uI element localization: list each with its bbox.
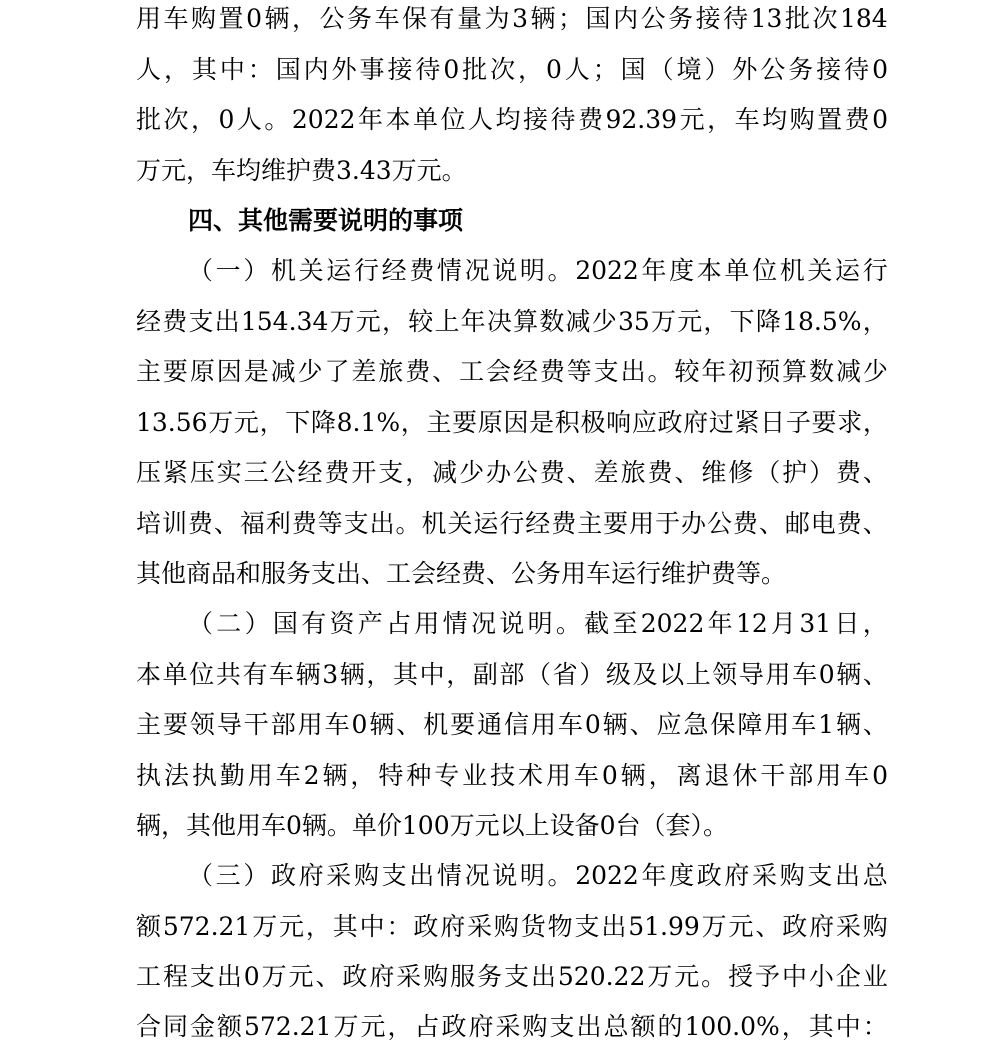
text-line-15: 主 要 领 导 干 部 用 车 0 辆 、 机 要 通 信 用 车 0 辆 、 应 急 保 障 用 车 1 辆 、 — [136, 710, 888, 739]
text-line-7: 经 费 支 出 154.34 万 元 ， 较 上 年 决 算 数 减 少 35 万 元 ， 下 降 18.5% ， — [136, 307, 888, 336]
text-line-2: 人 ， 其 中 ： 国 内 外 事 接 待 0 批 次 ， 0 人 ； 国 （ 境 ） 外 公 务 接 待 0 — [136, 55, 888, 84]
text-line-9: 13.56 万 元 ， 下 降 8.1% ， 主 要 原 因 是 积 极 响 应 政 府 过 紧 日 子 要 求 ， — [136, 408, 888, 437]
text-line-20: 工 程 支 出 0 万 元 、 政 府 采 购 服 务 支 出 520.22 万 元 。 授 予 中 小 企 业 — [136, 962, 888, 991]
text-line-12: 其他商品和服务支出、工会经费、公务用车运行维护费等。 — [136, 559, 787, 588]
text-line-4: 万元，车均维护费3.43万元。 — [136, 156, 467, 185]
text-line-10: 压 紧 压 实 三 公 经 费 开 支 ， 减 少 办 公 费 、 差 旅 费 、 维 修 （ 护 ） 费 、 — [136, 458, 888, 487]
text-line-8: 主 要 原 因 是 减 少 了 差 旅 费 、 工 会 经 费 等 支 出 。 较 年 初 预 算 数 减 少 — [136, 357, 888, 386]
text-line-1: 用 车 购 置 0 辆 ， 公 务 车 保 有 量 为 3 辆 ； 国 内 公 务 接 待 13 批 次 184 — [136, 4, 888, 33]
text-line-11: 培 训 费 、 福 利 费 等 支 出 。 机 关 运 行 经 费 主 要 用 于 办 公 费 、 邮 电 费 、 — [136, 509, 888, 538]
text-line-17: 辆，其他用车0辆。单价100万元以上设备0台（套）。 — [136, 811, 729, 840]
text-line-14: 本 单 位 共 有 车 辆 3 辆 ， 其 中 ， 副 部 （ 省 ） 级 及 以 上 领 导 用 车 0 辆 、 — [136, 660, 888, 689]
text-line-13: （ 二 ） 国 有 资 产 占 用 情 况 说 明 。 截 至 2022 年 12 月 31 日 ， — [188, 609, 888, 638]
section-heading: 四、其他需要说明的事项 — [188, 206, 464, 235]
text-line-3: 批 次 ， 0 人 。 2022 年 本 单 位 人 均 接 待 费 92.39 元 ， 车 均 购 置 费 0 — [136, 105, 888, 134]
text-line-6: （ 一 ） 机 关 运 行 经 费 情 况 说 明 。 2022 年 度 本 单 位 机 关 运 行 — [188, 256, 888, 285]
text-line-18: （ 三 ） 政 府 采 购 支 出 情 况 说 明 。 2022 年 度 政 府 采 购 支 出 总 — [188, 861, 888, 890]
text-line-19: 额 572.21 万 元 ， 其 中 ： 政 府 采 购 货 物 支 出 51.99 万 元 、 政 府 采 购 — [136, 912, 888, 941]
text-line-21: 合 同 金 额 572.21 万 元 ， 占 政 府 采 购 支 出 总 额 的 100.0% ， 其 中 ： — [136, 1012, 888, 1041]
text-line-16: 执 法 执 勤 用 车 2 辆 ， 特 种 专 业 技 术 用 车 0 辆 ， 离 退 休 干 部 用 车 0 — [136, 761, 888, 790]
